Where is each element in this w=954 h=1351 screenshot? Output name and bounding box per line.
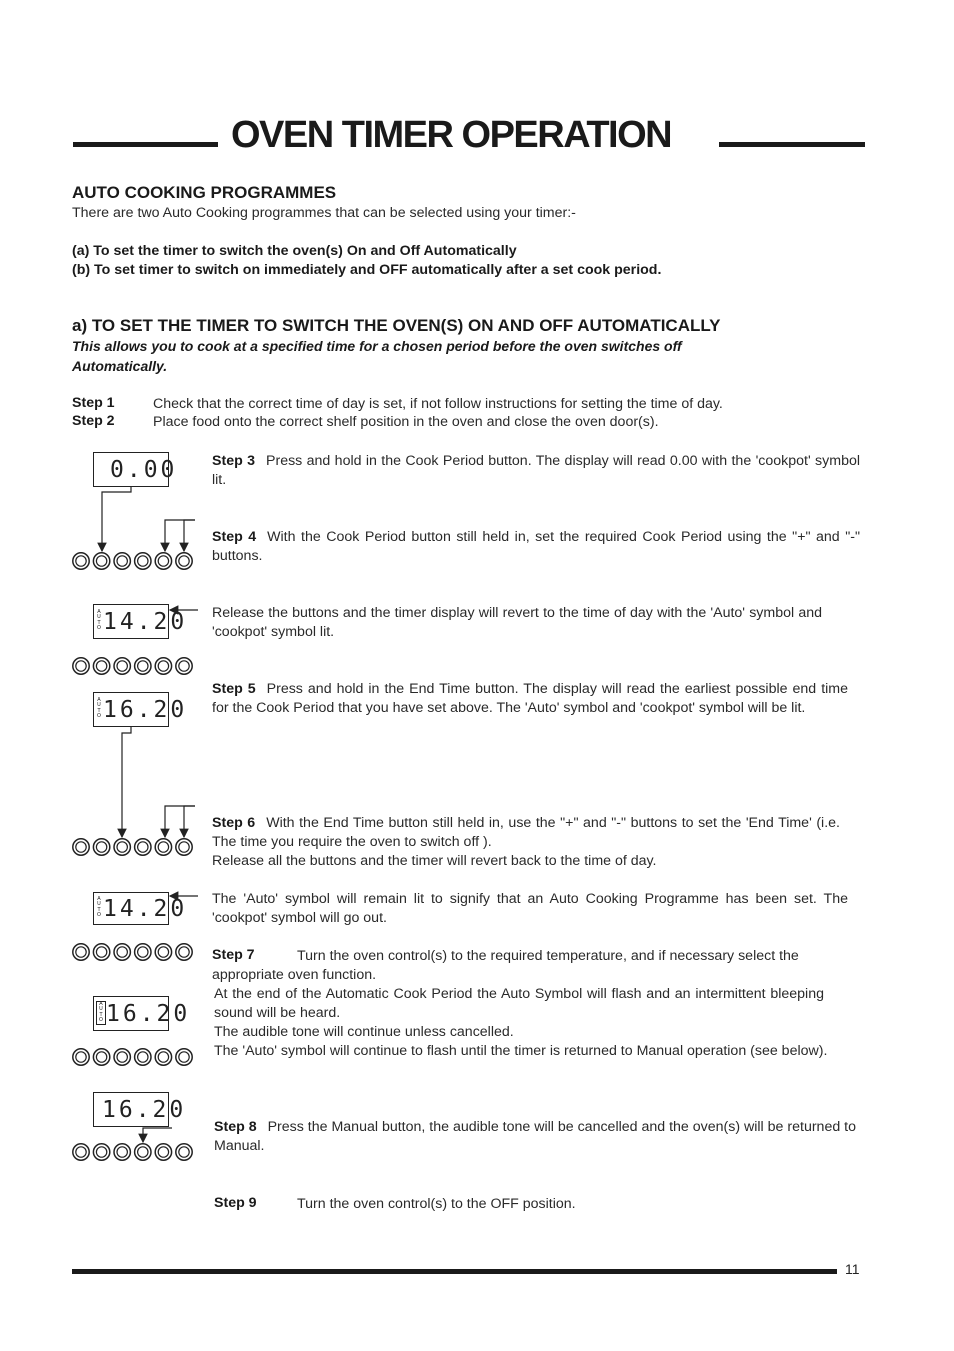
step9-label: Step 9 — [214, 1195, 257, 1211]
section-heading-a: a) TO SET THE TIMER TO SWITCH THE OVEN(S) ON AND OFF AUTOMATICALLY — [72, 316, 721, 335]
step5-label: Step 5 — [212, 681, 256, 697]
step7-text3: The audible tone will continue unless cancelled. — [214, 1024, 514, 1040]
step3-text: Press and hold in the Cook Period button. The display will read 0.00 with the 'cookpot' symbol lit. — [212, 453, 860, 488]
section-heading-auto-cooking: AUTO COOKING PROGRAMMES — [72, 183, 337, 202]
step2-label: Step 2 — [72, 413, 115, 429]
intro-text: There are two Auto Cooking programmes that can be selected using your timer:- — [72, 205, 576, 221]
display-readout: 16.20 — [106, 1001, 191, 1027]
footer-rule — [72, 1269, 837, 1274]
option-b: (b) To set timer to switch on immediately and OFF automatically after a set cook period. — [72, 262, 662, 278]
step7-label: Step 7 — [212, 947, 255, 963]
auto-symbol: A U T O — [97, 697, 101, 720]
step7-text4: The 'Auto' symbol will continue to flash until the timer is returned to Manual operation (see below). — [214, 1043, 828, 1059]
page-number: 11 — [845, 1261, 860, 1277]
display-readout: 14.20 — [103, 609, 188, 635]
step6-text2: Release all the buttons and the timer will revert back to the time of day. — [212, 853, 657, 869]
display-readout: 16.20 — [102, 1097, 187, 1123]
step9-text: Turn the oven control(s) to the OFF position. — [297, 1196, 576, 1212]
step6-label: Step 6 — [212, 815, 256, 831]
step1-label: Step 1 — [72, 395, 115, 411]
display-readout: 16.20 — [103, 697, 188, 723]
step5-text: Press and hold in the End Time button. The display will read the earliest possible end time for the Cook Period that you have set above. The 'Auto' symbol and 'cookpot' symbol will be lit. — [212, 681, 848, 716]
step4-text: With the Cook Period button still held in, set the required Cook Period using the "+" and "-" buttons. — [212, 529, 860, 564]
auto-symbol: A U T O — [97, 609, 101, 632]
step8-text: Press the Manual button, the audible tone will be cancelled and the oven(s) will be returned to Manual. — [214, 1119, 857, 1154]
step4-release-text: Release the buttons and the timer display will revert to the time of day with the 'Auto' symbol and 'cookpot' symbol lit. — [212, 605, 822, 640]
auto-symbol-flashing: A U T O — [96, 1001, 106, 1025]
option-a: (a) To set the timer to switch the oven(s) On and Off Automatically — [72, 243, 517, 259]
section-a-subtitle: This allows you to cook at a specified time for a chosen period before the oven switches off Automatically. — [72, 338, 682, 374]
step4-label: Step 4 — [212, 529, 257, 545]
step8-label: Step 8 — [214, 1119, 257, 1135]
step1-text: Check that the correct time of day is set, if not follow instructions for setting the time of day. — [153, 396, 723, 412]
page-title: OVEN TIMER OPERATION — [231, 114, 672, 156]
step6-text: With the End Time button still held in, use the "+" and "-" buttons to set the 'End Time' (i.e. The time you require the oven to switch off ). — [212, 815, 840, 850]
step7-text2: At the end of the Automatic Cook Period the Auto Symbol will flash and an intermittent bleeping sound will be heard. — [214, 986, 824, 1021]
step3-label: Step 3 — [212, 453, 256, 469]
display-readout: 14.20 — [103, 896, 188, 922]
step7-text-body: Turn the oven control(s) to the required temperature, and if necessary select the appropriate oven function. — [212, 948, 799, 983]
step2-text: Place food onto the correct shelf position in the oven and close the oven door(s). — [153, 414, 659, 430]
display-readout: 0.00 — [110, 457, 178, 483]
step6-auto-text: The 'Auto' symbol will remain lit to signify that an Auto Cooking Programme has been set. The 'cookpot' symbol will go out. — [212, 891, 848, 926]
auto-symbol: A U T O — [97, 896, 101, 919]
